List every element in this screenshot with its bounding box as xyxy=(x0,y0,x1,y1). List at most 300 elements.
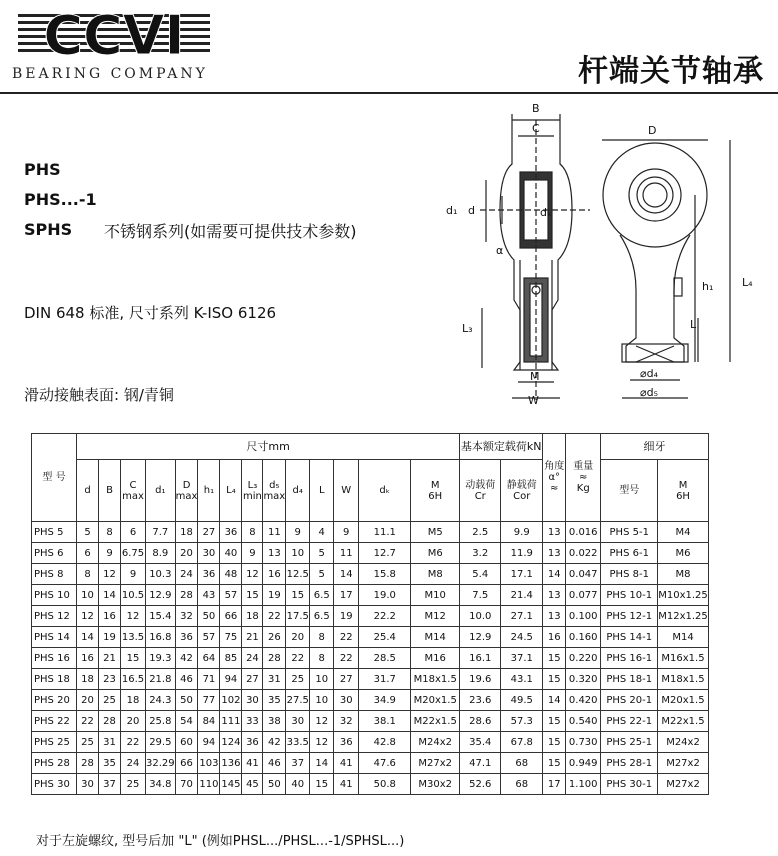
table-cell: 9 xyxy=(99,543,121,564)
table-cell: 52.6 xyxy=(460,774,501,795)
table-cell: 15.4 xyxy=(146,606,176,627)
table-cell: M8 xyxy=(658,564,709,585)
table-cell: 37 xyxy=(99,774,121,795)
table-cell: M30x2 xyxy=(411,774,460,795)
table-row xyxy=(32,564,709,585)
table-cell: 11.9 xyxy=(501,543,543,564)
table-cell: 14 xyxy=(543,564,566,585)
table-cell: 35 xyxy=(99,753,121,774)
table-cell: 28.6 xyxy=(460,711,501,732)
table-cell: M10 xyxy=(411,585,460,606)
table-cell: M27x2 xyxy=(658,753,709,774)
table-cell: 4 xyxy=(310,522,334,543)
table-cell: 21.8 xyxy=(146,669,176,690)
table-cell: PHS 8 xyxy=(32,564,77,585)
col-d1: d₁ xyxy=(146,460,176,522)
table-cell: 60 xyxy=(175,732,198,753)
table-cell: M16x1.5 xyxy=(658,648,709,669)
table-cell: 50 xyxy=(175,690,198,711)
table-cell: 16.5 xyxy=(121,669,146,690)
table-cell: 85 xyxy=(220,648,242,669)
table-cell: M14 xyxy=(658,627,709,648)
table-cell: M5 xyxy=(411,522,460,543)
table-cell: PHS 20 xyxy=(32,690,77,711)
dim-label-d: d xyxy=(468,204,475,217)
table-cell: 54 xyxy=(175,711,198,732)
col-model: 型 号 xyxy=(32,434,77,522)
table-cell: 22 xyxy=(334,648,359,669)
table-cell: 29.5 xyxy=(146,732,176,753)
table-cell: 5 xyxy=(310,543,334,564)
table-cell: 49.5 xyxy=(501,690,543,711)
table-cell: 102 xyxy=(220,690,242,711)
ccvi-logo-mark xyxy=(10,6,220,60)
table-cell: 36 xyxy=(220,522,242,543)
table-cell: 16 xyxy=(77,648,99,669)
table-cell: 66 xyxy=(175,753,198,774)
table-cell: M27x2 xyxy=(411,753,460,774)
table-cell: PHS 10 xyxy=(32,585,77,606)
table-cell: 12 xyxy=(310,732,334,753)
table-cell: 77 xyxy=(198,690,220,711)
table-cell: M6 xyxy=(411,543,460,564)
table-cell: 18 xyxy=(242,606,263,627)
table-cell: 25 xyxy=(121,774,146,795)
table-cell: 12.5 xyxy=(286,564,310,585)
table-cell: M24x2 xyxy=(411,732,460,753)
table-cell: 19.0 xyxy=(359,585,411,606)
table-cell: 23.6 xyxy=(460,690,501,711)
table-cell: 9 xyxy=(334,522,359,543)
table-row xyxy=(32,732,709,753)
table-cell: PHS 25-1 xyxy=(601,732,658,753)
table-cell: 84 xyxy=(198,711,220,732)
table-cell: M24x2 xyxy=(658,732,709,753)
table-cell: 124 xyxy=(220,732,242,753)
col-h1: h₁ xyxy=(198,460,220,522)
table-cell: PHS 10-1 xyxy=(601,585,658,606)
table-cell: 13.5 xyxy=(121,627,146,648)
table-cell: PHS 12 xyxy=(32,606,77,627)
table-cell: 111 xyxy=(220,711,242,732)
table-cell: 12 xyxy=(77,606,99,627)
table-cell: 50.8 xyxy=(359,774,411,795)
table-cell: 20 xyxy=(175,543,198,564)
table-cell: 6.75 xyxy=(121,543,146,564)
table-cell: 103 xyxy=(198,753,220,774)
col-dk: dₖ xyxy=(359,460,411,522)
col-l3: L₃ min xyxy=(242,460,263,522)
table-cell: M12x1.25 xyxy=(658,606,709,627)
table-row xyxy=(32,669,709,690)
table-cell: 145 xyxy=(220,774,242,795)
table-cell: 27 xyxy=(334,669,359,690)
table-cell: 24 xyxy=(242,648,263,669)
table-cell: 12 xyxy=(310,711,334,732)
table-cell: 21 xyxy=(99,648,121,669)
table-cell: M22x1.5 xyxy=(658,711,709,732)
table-cell: 10 xyxy=(310,690,334,711)
table-cell: 0.016 xyxy=(566,522,601,543)
table-cell: 0.100 xyxy=(566,606,601,627)
table-cell: 9.9 xyxy=(501,522,543,543)
table-cell: 13 xyxy=(543,585,566,606)
col-d: d xyxy=(77,460,99,522)
table-cell: 24.5 xyxy=(501,627,543,648)
table-row xyxy=(32,606,709,627)
table-cell: 41 xyxy=(242,753,263,774)
table-cell: 31.7 xyxy=(359,669,411,690)
table-cell: 12.7 xyxy=(359,543,411,564)
table-cell: 24.3 xyxy=(146,690,176,711)
table-cell: 25 xyxy=(286,669,310,690)
table-cell: 6.5 xyxy=(310,606,334,627)
table-cell: 42 xyxy=(175,648,198,669)
dim-label-dk: dₖ xyxy=(540,206,552,219)
col-angle: 角度 α° ≈ xyxy=(543,434,566,522)
table-cell: 15 xyxy=(543,753,566,774)
col-l: L xyxy=(310,460,334,522)
table-cell: 42 xyxy=(263,732,286,753)
col-weight: 重量 ≈ Kg xyxy=(566,434,601,522)
table-cell: 15 xyxy=(242,585,263,606)
table-cell: 17.5 xyxy=(286,606,310,627)
table-cell: 50 xyxy=(263,774,286,795)
table-cell: PHS 22-1 xyxy=(601,711,658,732)
table-cell: PHS 30 xyxy=(32,774,77,795)
table-cell: 0.540 xyxy=(566,711,601,732)
table-cell: 18 xyxy=(121,690,146,711)
table-cell: 43 xyxy=(198,585,220,606)
dim-label-l: L xyxy=(690,318,697,331)
table-cell: 0.730 xyxy=(566,732,601,753)
table-cell: 10 xyxy=(77,585,99,606)
table-cell: 34.9 xyxy=(359,690,411,711)
table-cell: 16.1 xyxy=(460,648,501,669)
table-cell: 57 xyxy=(220,585,242,606)
table-cell: 42.8 xyxy=(359,732,411,753)
table-cell: PHS 28 xyxy=(32,753,77,774)
table-cell: 8 xyxy=(99,522,121,543)
table-cell: M20x1.5 xyxy=(658,690,709,711)
table-cell: 27 xyxy=(198,522,220,543)
table-cell: 10.5 xyxy=(121,585,146,606)
table-cell: M8 xyxy=(411,564,460,585)
table-cell: 27.1 xyxy=(501,606,543,627)
table-cell: 66 xyxy=(220,606,242,627)
table-cell: 9 xyxy=(286,522,310,543)
table-cell: 36 xyxy=(175,627,198,648)
table-cell: 30 xyxy=(286,711,310,732)
col-dynamic-load: 动载荷 Cr xyxy=(460,460,501,522)
table-cell: 15 xyxy=(543,711,566,732)
table-cell: 13 xyxy=(543,522,566,543)
table-cell: 41 xyxy=(334,753,359,774)
table-cell: 15 xyxy=(310,774,334,795)
table-cell: 6.5 xyxy=(310,585,334,606)
table-cell: 17 xyxy=(334,585,359,606)
table-cell: 22 xyxy=(77,711,99,732)
table-cell: 20 xyxy=(121,711,146,732)
table-cell: 67.8 xyxy=(501,732,543,753)
table-cell: 46 xyxy=(263,753,286,774)
table-cell: 5.4 xyxy=(460,564,501,585)
table-cell: 32 xyxy=(175,606,198,627)
table-cell: 12 xyxy=(121,606,146,627)
title-rule xyxy=(0,92,778,94)
table-cell: 15 xyxy=(286,585,310,606)
table-cell: PHS 22 xyxy=(32,711,77,732)
table-cell: M14 xyxy=(411,627,460,648)
table-cell: 94 xyxy=(198,732,220,753)
table-row xyxy=(32,522,709,543)
dim-label-l4: L₄ xyxy=(742,276,753,289)
table-cell: 8 xyxy=(310,627,334,648)
table-cell: PHS 5-1 xyxy=(601,522,658,543)
table-cell: 15 xyxy=(543,732,566,753)
table-cell: 47.6 xyxy=(359,753,411,774)
table-cell: 20 xyxy=(77,690,99,711)
table-cell: 37 xyxy=(286,753,310,774)
table-cell: PHS 8-1 xyxy=(601,564,658,585)
table-cell: 57.3 xyxy=(501,711,543,732)
table-cell: 22 xyxy=(334,627,359,648)
table-cell: PHS 20-1 xyxy=(601,690,658,711)
table-cell: 0.047 xyxy=(566,564,601,585)
table-cell: PHS 14 xyxy=(32,627,77,648)
table-cell: 13 xyxy=(543,543,566,564)
table-cell: 50 xyxy=(198,606,220,627)
table-cell: 22 xyxy=(286,648,310,669)
table-cell: PHS 5 xyxy=(32,522,77,543)
table-cell: 10.0 xyxy=(460,606,501,627)
table-cell: 19.6 xyxy=(460,669,501,690)
table-cell: M18x1.5 xyxy=(411,669,460,690)
table-cell: 12.9 xyxy=(460,627,501,648)
table-cell: 40 xyxy=(286,774,310,795)
table-row xyxy=(32,648,709,669)
table-cell: 0.022 xyxy=(566,543,601,564)
table-cell: 30 xyxy=(198,543,220,564)
table-cell: 27.5 xyxy=(286,690,310,711)
table-cell: 11.1 xyxy=(359,522,411,543)
table-cell: 8.9 xyxy=(146,543,176,564)
table-cell: 45 xyxy=(242,774,263,795)
table-cell: 27 xyxy=(242,669,263,690)
col-m: M 6H xyxy=(411,460,460,522)
table-cell: 1.100 xyxy=(566,774,601,795)
table-cell: PHS 16-1 xyxy=(601,648,658,669)
table-cell: PHS 12-1 xyxy=(601,606,658,627)
table-cell: 24 xyxy=(121,753,146,774)
table-cell: 57 xyxy=(198,627,220,648)
col-group-fine-thread: 细牙 xyxy=(601,434,709,460)
table-cell: 0.220 xyxy=(566,648,601,669)
table-cell: 32.29 xyxy=(146,753,176,774)
table-cell: 12.9 xyxy=(146,585,176,606)
col-c: C max xyxy=(121,460,146,522)
table-cell: 5 xyxy=(310,564,334,585)
table-cell: PHS 6-1 xyxy=(601,543,658,564)
dim-label-d4: ⌀d₄ xyxy=(640,367,659,380)
table-cell: M22x1.5 xyxy=(411,711,460,732)
dim-label-d1: d₁ xyxy=(446,204,458,217)
table-cell: 28 xyxy=(77,753,99,774)
table-cell: 19 xyxy=(263,585,286,606)
table-cell: 16.8 xyxy=(146,627,176,648)
table-cell: 36 xyxy=(198,564,220,585)
svg-text:CCVI: CCVI xyxy=(43,6,185,60)
table-cell: 47.1 xyxy=(460,753,501,774)
model-phs: PHS xyxy=(24,160,61,179)
table-cell: 22 xyxy=(121,732,146,753)
table-cell: PHS 28-1 xyxy=(601,753,658,774)
table-cell: 12 xyxy=(242,564,263,585)
table-cell: 41 xyxy=(334,774,359,795)
table-cell: 34.8 xyxy=(146,774,176,795)
table-cell: 13 xyxy=(263,543,286,564)
table-cell: 22.2 xyxy=(359,606,411,627)
table-cell: 24 xyxy=(175,564,198,585)
table-cell: 9 xyxy=(242,543,263,564)
table-cell: 28 xyxy=(263,648,286,669)
spec-table-body xyxy=(32,522,709,795)
dim-label-l3: L₃ xyxy=(462,322,473,335)
table-cell: 10.3 xyxy=(146,564,176,585)
table-cell: 26 xyxy=(263,627,286,648)
table-cell: PHS 30-1 xyxy=(601,774,658,795)
table-cell: 8 xyxy=(77,564,99,585)
table-cell: 75 xyxy=(220,627,242,648)
table-cell: 19 xyxy=(99,627,121,648)
table-cell: 17 xyxy=(543,774,566,795)
model-phs-1: PHS...-1 xyxy=(24,190,97,209)
col-b: B xyxy=(99,460,121,522)
table-row xyxy=(32,753,709,774)
table-cell: 9 xyxy=(121,564,146,585)
table-cell: 68 xyxy=(501,774,543,795)
table-cell: 70 xyxy=(175,774,198,795)
table-cell: 38.1 xyxy=(359,711,411,732)
table-cell: 28.5 xyxy=(359,648,411,669)
table-cell: PHS 18 xyxy=(32,669,77,690)
table-cell: 15 xyxy=(121,648,146,669)
table-cell: 19 xyxy=(334,606,359,627)
table-row xyxy=(32,585,709,606)
table-cell: 35 xyxy=(263,690,286,711)
table-cell: 0.320 xyxy=(566,669,601,690)
col-d4: d₄ xyxy=(286,460,310,522)
table-cell: 6 xyxy=(77,543,99,564)
dim-label-h1: h₁ xyxy=(702,280,714,293)
table-cell: 16 xyxy=(263,564,286,585)
table-cell: PHS 18-1 xyxy=(601,669,658,690)
table-cell: M10x1.25 xyxy=(658,585,709,606)
page-title: 杆端关节轴承 xyxy=(578,54,764,89)
standard-text: DIN 648 标准, 尺寸系列 K-ISO 6126 xyxy=(24,304,277,322)
table-cell: 2.5 xyxy=(460,522,501,543)
table-cell: 31 xyxy=(263,669,286,690)
table-cell: 30 xyxy=(77,774,99,795)
table-cell: 14 xyxy=(543,690,566,711)
col-group-load: 基本额定载荷kN xyxy=(460,434,543,460)
table-cell: 20 xyxy=(286,627,310,648)
table-row xyxy=(32,690,709,711)
table-cell: M20x1.5 xyxy=(411,690,460,711)
table-cell: 11 xyxy=(334,543,359,564)
table-cell: 11 xyxy=(263,522,286,543)
table-cell: 21.4 xyxy=(501,585,543,606)
table-cell: 94 xyxy=(220,669,242,690)
table-cell: 18 xyxy=(77,669,99,690)
table-cell: 10 xyxy=(286,543,310,564)
dim-label-c: C xyxy=(532,122,540,135)
company-name: BEARING COMPANY xyxy=(12,66,208,82)
table-cell: 32 xyxy=(334,711,359,732)
table-cell: 14 xyxy=(310,753,334,774)
table-row xyxy=(32,543,709,564)
table-cell: 35.4 xyxy=(460,732,501,753)
col-l4: L₄ xyxy=(220,460,242,522)
table-cell: 28 xyxy=(175,585,198,606)
table-cell: PHS 25 xyxy=(32,732,77,753)
table-cell: 40 xyxy=(220,543,242,564)
table-cell: M6 xyxy=(658,543,709,564)
table-cell: 15 xyxy=(543,648,566,669)
table-cell: M12 xyxy=(411,606,460,627)
dim-label-w: W xyxy=(528,394,539,407)
col-d5: d₅ max xyxy=(263,460,286,522)
table-cell: 6 xyxy=(121,522,146,543)
table-cell: 7.5 xyxy=(460,585,501,606)
model-sphs: SPHS xyxy=(24,220,73,239)
dim-label-b: B xyxy=(532,102,540,115)
table-cell: 0.420 xyxy=(566,690,601,711)
table-cell: 33 xyxy=(242,711,263,732)
left-thread-note: 对于左旋螺纹, 型号后加 "L" (例如PHSL.../PHSL...-1/SPHSL...) xyxy=(36,834,405,849)
table-cell: 14 xyxy=(99,585,121,606)
table-cell: 8 xyxy=(310,648,334,669)
dim-label-d5: ⌀d₅ xyxy=(640,386,659,399)
sphs-note: 不锈钢系列(如需要可提供技术参数) xyxy=(104,222,357,241)
table-cell: 25.8 xyxy=(146,711,176,732)
dim-label-alpha: α xyxy=(496,244,504,257)
table-cell: 15.8 xyxy=(359,564,411,585)
table-cell: PHS 16 xyxy=(32,648,77,669)
col-d-outer: D max xyxy=(175,460,198,522)
table-cell: M27x2 xyxy=(658,774,709,795)
table-cell: 71 xyxy=(198,669,220,690)
table-cell: 43.1 xyxy=(501,669,543,690)
table-cell: 10 xyxy=(310,669,334,690)
table-cell: 8 xyxy=(242,522,263,543)
table-cell: 13 xyxy=(543,606,566,627)
table-cell: 36 xyxy=(334,732,359,753)
table-cell: 14 xyxy=(77,627,99,648)
table-cell: 16 xyxy=(543,627,566,648)
table-cell: 33.5 xyxy=(286,732,310,753)
table-row xyxy=(32,711,709,732)
table-cell: PHS 6 xyxy=(32,543,77,564)
dim-label-m: M xyxy=(530,370,540,383)
table-cell: 25 xyxy=(99,690,121,711)
table-cell: 48 xyxy=(220,564,242,585)
col-ft-model: 型号 xyxy=(601,460,658,522)
table-cell: 21 xyxy=(242,627,263,648)
spec-table xyxy=(31,433,709,795)
table-cell: 46 xyxy=(175,669,198,690)
col-static-load: 静载荷 Cor xyxy=(501,460,543,522)
